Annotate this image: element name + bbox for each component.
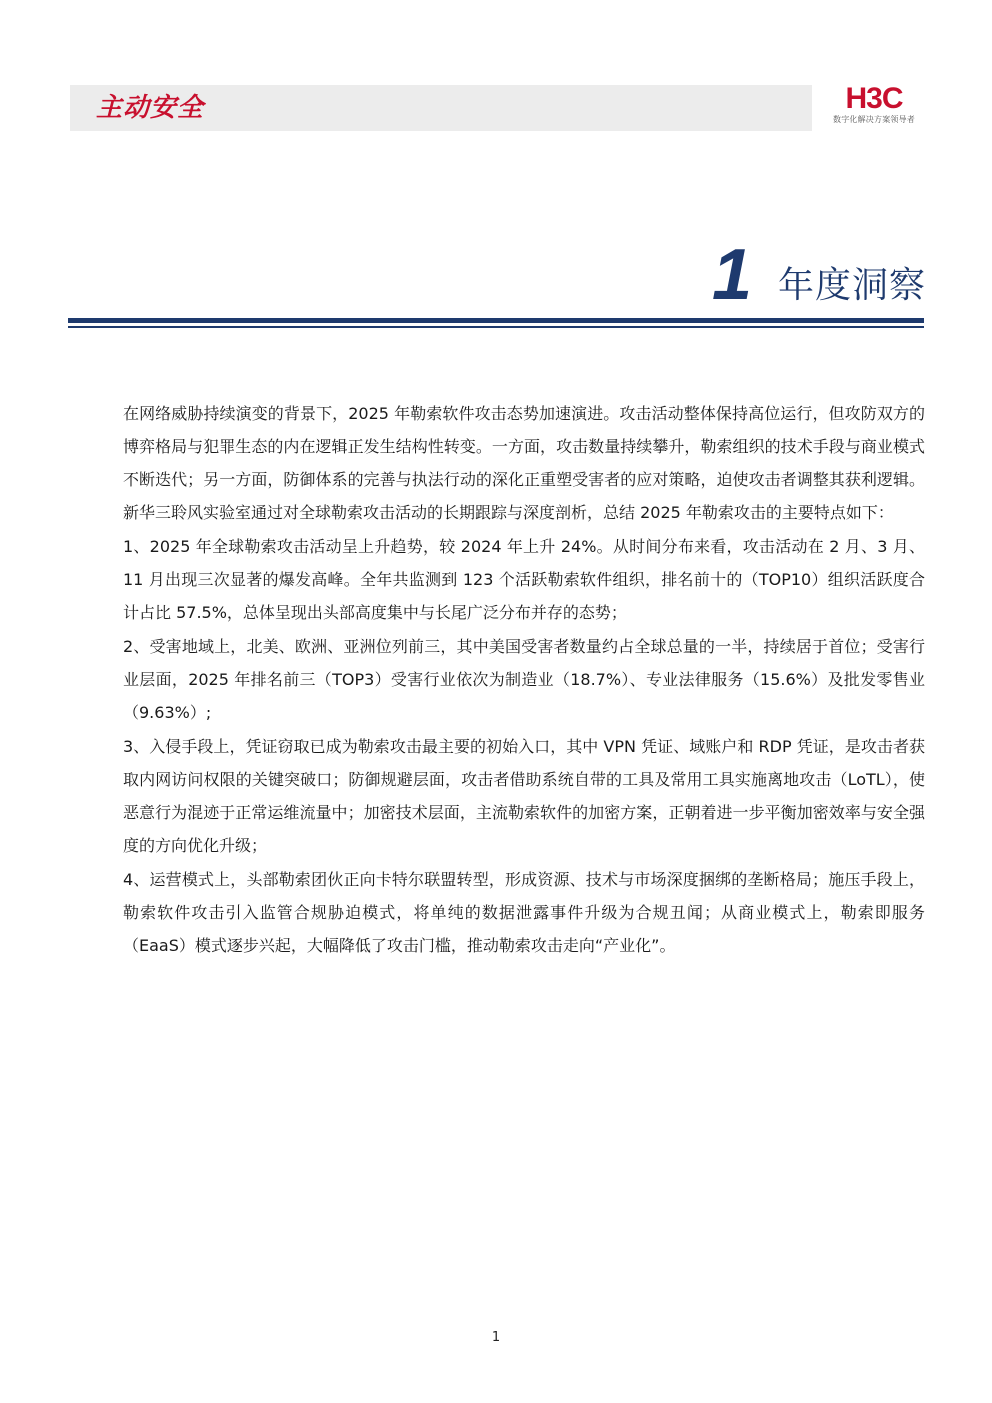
chapter-rule-thin <box>68 326 924 328</box>
intro-paragraph: 在网络威胁持续演变的背景下，2025 年勒索软件攻击态势加速演进。攻击活动整体保持高位运行，但攻防双方的博弈格局与犯罪生态的内在逻辑正发生结构性转变。一方面，攻击数量持续攀升，勒索组织的技术手段与商业模式不断迭代；另一方面，防御体系的完善与执法行动的深化正重塑受害者的应对策略，迫使攻击者调整其获利逻辑。新华三聆风实验室通过对全球勒索攻击活动的长期跟踪与深度剖析，总结 2025 年勒索攻击的主要特点如下： <box>123 404 925 522</box>
point-3-paragraph: 3、入侵手段上，凭证窃取已成为勒索攻击最主要的初始入口，其中 VPN 凭证、域账户和 RDP 凭证，是攻击者获取内网访问权限的关键突破口；防御规避层面，攻击者借助系统自带的工具及常用工具实施离地攻击（LoTL），使恶意行为混迹于正常运维流量中；加密技术层面，主流勒索软件的加密方案，正朝着进一步平衡加密效率与安全强度的方向优化升级； <box>123 737 925 855</box>
point-4-paragraph: 4、运营模式上，头部勒索团伙正向卡特尔联盟转型，形成资源、技术与市场深度捆绑的垄断格局；施压手段上，勒索软件攻击引入监管合规胁迫模式，将单纯的数据泄露事件升级为合规丑闻；从商业模式上，勒索即服务（EaaS）模式逐步兴起，大幅降低了攻击门槛，推动勒索攻击走向“产业化”。 <box>123 870 925 955</box>
header-title: 主动安全 <box>96 93 205 123</box>
chapter-title: 年度洞察 <box>778 265 927 306</box>
chapter-rule-thick <box>68 318 924 323</box>
point-2-paragraph: 2、受害地域上，北美、欧洲、亚洲位列前三，其中美国受害者数量约占全球总量的一半，持续居于首位；受害行业层面，2025 年排名前三（TOP3）受害行业依次为制造业（18.7%）、专业法律服务（15.6%）及批发零售业（9.63%）; <box>123 637 925 722</box>
logo-tagline: 数字化解决方案领导者 <box>833 115 915 124</box>
chapter-number: 1 <box>712 235 753 315</box>
body-text <box>123 397 925 963</box>
point-1-paragraph: 1、2025 年全球勒索攻击活动呈上升趋势，较 2024 年上升 24%。从时间分布来看，攻击活动在 2 月、3 月、11 月出现三次显著的爆发高峰。全年共监测到 123 个活跃勒索软件组织，排名前十的（TOP10）组织活跃度合计占比 57.5%，总体呈现出头部高度集中与长尾广泛分布并存的态势； <box>123 537 925 622</box>
page-number: 1 <box>491 1330 501 1345</box>
logo-wordmark: H3C <box>845 84 903 115</box>
